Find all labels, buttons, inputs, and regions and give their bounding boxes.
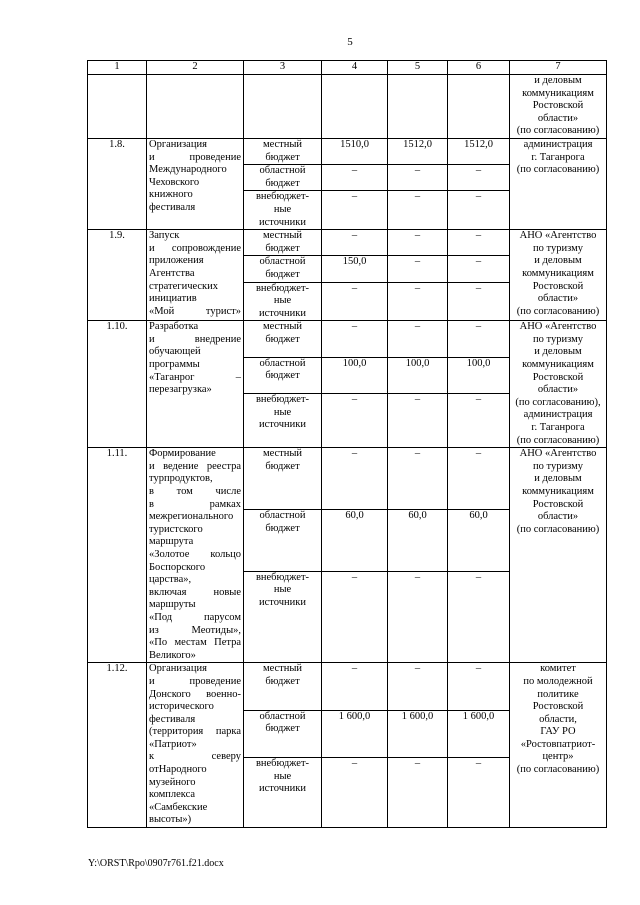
funding-source-line: областной — [259, 510, 306, 521]
amount-cell: – — [322, 282, 388, 321]
activity-name-line: межрегионального — [149, 511, 234, 523]
activity-name-line: «Мой турист» — [149, 305, 241, 317]
activity-name-cell — [147, 321, 244, 448]
funding-source-cell — [244, 448, 322, 510]
executor-line: Ростовской — [532, 100, 584, 112]
executor-line: Ростовской — [532, 371, 584, 383]
funding-source-line: бюджет — [265, 723, 300, 735]
executor-line: (по согласованию) — [516, 434, 600, 446]
activity-name-line: «Золотое кольцо — [149, 548, 241, 560]
activity-name-line: Организация — [149, 138, 207, 150]
amount-cell: – — [322, 394, 388, 448]
funding-source-cell — [244, 138, 322, 164]
activity-name-line: фестиваля — [149, 713, 196, 725]
table-header-row — [88, 61, 607, 75]
file-path-footer: Y:\ORST\Rpo\0907r761.f21.docx — [88, 858, 224, 869]
activity-name-cell — [147, 138, 244, 229]
executor-line: и деловым — [534, 75, 582, 86]
activity-name-line: программы — [149, 359, 200, 371]
executor-cell — [510, 448, 607, 663]
executor-line: по туризму — [533, 242, 583, 254]
executor-line: области» — [537, 112, 579, 124]
column-header-5: 5 — [388, 61, 448, 75]
executor-line: г. Таганрога — [531, 151, 585, 163]
amount-cell: – — [388, 282, 448, 321]
executor-line: администрация — [523, 409, 593, 421]
funding-source-line: местный — [262, 230, 303, 242]
table-row — [88, 663, 607, 710]
row-number-cell: 1.12. — [88, 663, 147, 828]
amount-cell: 1512,0 — [388, 138, 448, 164]
executor-line: и деловым — [534, 346, 582, 358]
amount-cell: – — [322, 571, 388, 663]
activities-table — [87, 60, 607, 828]
funding-source-line: внебюджет- — [255, 191, 310, 203]
activity-name-line: высоты») — [149, 814, 192, 826]
activity-name-line: из Меотиды», — [149, 624, 241, 636]
executor-line: по туризму — [533, 333, 583, 345]
activity-name-line: стратегических — [149, 280, 219, 292]
carry-over-empty-cell — [147, 75, 244, 139]
amount-cell: – — [388, 230, 448, 256]
amount-cell: – — [448, 230, 510, 256]
amount-cell: 1 600,0 — [388, 710, 448, 757]
executor-line: (по согласованию) — [516, 764, 600, 776]
funding-source-line: местный — [262, 448, 303, 460]
funding-source-line: местный — [262, 321, 303, 333]
executor-line: Ростовской — [532, 280, 584, 292]
activity-name-line: включая новые — [149, 586, 241, 598]
funding-source-line: бюджет — [265, 333, 300, 345]
funding-source-line: внебюджет- — [255, 571, 310, 583]
executor-line: г. Таганрога — [531, 422, 585, 434]
activity-name-line: музейного — [149, 776, 196, 788]
amount-cell: – — [388, 663, 448, 710]
activity-name-line: книжного — [149, 189, 193, 201]
activity-name-line: маршрута — [149, 536, 194, 548]
funding-source-line: бюджет — [265, 370, 300, 382]
funding-source-line: внебюджет- — [255, 757, 310, 769]
carry-over-empty-cell — [322, 75, 388, 139]
amount-cell: – — [448, 165, 510, 191]
funding-source-line: бюджет — [265, 522, 300, 534]
column-header-7: 7 — [510, 61, 607, 75]
amount-cell: – — [388, 321, 448, 357]
amount-cell: 1 600,0 — [322, 710, 388, 757]
activity-name-line: исторического — [149, 701, 214, 713]
amount-cell: – — [388, 165, 448, 191]
amount-cell: – — [448, 256, 510, 282]
activity-name-line: отНародного — [149, 764, 207, 776]
activity-name-line: комплекса — [149, 789, 196, 801]
funding-source-line: источники — [259, 216, 306, 228]
table-row — [88, 230, 607, 256]
funding-source-cell — [244, 321, 322, 357]
executor-line: Ростовской — [532, 498, 584, 510]
activity-name-line: Боспорского — [149, 561, 206, 573]
row-number-cell: 1.9. — [88, 230, 147, 321]
executor-line: администрация — [523, 138, 593, 150]
activity-name-line: «Под парусом — [149, 611, 241, 623]
funding-source-cell — [244, 757, 322, 827]
executor-line: коммуникациям — [522, 267, 594, 279]
executor-line: и деловым — [534, 255, 582, 267]
executor-line: комитет — [540, 663, 576, 675]
activity-name-cell — [147, 230, 244, 321]
funding-source-line: бюджет — [265, 675, 300, 687]
activity-name-line: Организация — [149, 663, 207, 675]
executor-line: центр» — [542, 751, 574, 763]
funding-source-cell — [244, 191, 322, 230]
executor-cell — [510, 321, 607, 448]
amount-cell: 60,0 — [448, 510, 510, 572]
funding-source-line: ные — [273, 295, 292, 307]
executor-line: АНО «Агентство — [519, 230, 597, 242]
funding-source-cell — [244, 256, 322, 282]
amount-cell: – — [388, 394, 448, 448]
executor-line: «Ростовпатриот- — [520, 738, 596, 750]
activity-name-line: и сопровождение — [149, 242, 241, 254]
activity-name-line: Международного — [149, 164, 227, 176]
column-header-6: 6 — [448, 61, 510, 75]
amount-cell: – — [322, 663, 388, 710]
amount-cell: – — [388, 448, 448, 510]
executor-line: (по согласованию) — [516, 523, 600, 535]
executor-line: АНО «Агентство — [519, 321, 597, 333]
funding-source-line: внебюджет- — [255, 394, 310, 406]
funding-source-line: областной — [259, 710, 306, 722]
funding-source-cell — [244, 165, 322, 191]
funding-source-line: областной — [259, 165, 306, 177]
amount-cell: 60,0 — [388, 510, 448, 572]
funding-source-line: местный — [262, 663, 303, 675]
executor-line: политике — [537, 688, 579, 700]
activity-name-line: Разработка — [149, 321, 199, 333]
executor-line: области» — [537, 511, 579, 523]
amount-cell: 60,0 — [322, 510, 388, 572]
activity-name-line: Формирование — [149, 448, 216, 460]
activity-name-line: приложения — [149, 255, 204, 267]
activity-name-line: и проведение — [149, 675, 241, 687]
executor-line: области, — [539, 713, 577, 725]
activity-name-line: фестиваля — [149, 201, 196, 213]
amount-cell: – — [448, 571, 510, 663]
amount-cell: 1510,0 — [322, 138, 388, 164]
activity-name-line: туристского — [149, 523, 203, 535]
amount-cell: 150,0 — [322, 256, 388, 282]
funding-source-line: бюджет — [265, 460, 300, 472]
table-row — [88, 448, 607, 510]
activity-name-cell — [147, 448, 244, 663]
funding-source-cell — [244, 510, 322, 572]
activity-name-line: Чеховского — [149, 176, 200, 188]
amount-cell: 1 600,0 — [448, 710, 510, 757]
amount-cell: – — [448, 757, 510, 827]
executor-line: коммуникациям — [522, 359, 594, 371]
executor-line: ГАУ РО — [540, 726, 576, 738]
carry-over-empty-cell — [448, 75, 510, 139]
executor-line: коммуникациям — [522, 486, 594, 497]
carry-over-empty-cell — [244, 75, 322, 139]
activity-name-line: инициатив — [149, 293, 197, 305]
executor-line: (по согласованию) — [516, 125, 600, 137]
amount-cell: – — [448, 663, 510, 710]
activity-name-line: обучающей — [149, 346, 201, 358]
funding-source-line: ные — [273, 770, 292, 782]
funding-source-cell — [244, 571, 322, 663]
carry-over-empty-cell — [388, 75, 448, 139]
row-number-cell: 1.11. — [88, 448, 147, 663]
amount-cell: – — [322, 191, 388, 230]
amount-cell: 1512,0 — [448, 138, 510, 164]
executor-line: (по согласованию) — [516, 305, 600, 317]
row-number-cell: 1.10. — [88, 321, 147, 448]
funding-source-line: бюджет — [265, 151, 300, 163]
executor-line: по молодежной — [523, 675, 593, 687]
activity-name-cell — [147, 663, 244, 828]
funding-source-line: источники — [259, 307, 306, 319]
executor-line: Ростовской — [532, 701, 584, 713]
funding-source-line: ные — [273, 203, 292, 215]
amount-cell: 100,0 — [388, 357, 448, 393]
column-header-2: 2 — [147, 61, 244, 75]
amount-cell: – — [322, 448, 388, 510]
table-row — [88, 138, 607, 164]
amount-cell: – — [322, 165, 388, 191]
activity-name-line: к северу — [149, 751, 241, 763]
funding-source-cell — [244, 357, 322, 393]
amount-cell: – — [448, 394, 510, 448]
funding-source-line: бюджет — [265, 268, 300, 280]
activity-name-line: и проведение — [149, 151, 241, 163]
carry-over-empty-cell — [88, 75, 147, 139]
funding-source-line: бюджет — [265, 242, 300, 254]
activity-name-line: перезагрузка» — [149, 384, 212, 396]
funding-source-cell — [244, 394, 322, 448]
activity-name-line: царства», — [149, 574, 192, 586]
activity-name-line: турпродуктов, — [149, 473, 213, 485]
activity-name-line: «Патриот» — [149, 738, 197, 750]
funding-source-line: источники — [259, 783, 306, 795]
executor-line: (по согласованию), — [515, 396, 601, 408]
column-header-1: 1 — [88, 61, 147, 75]
carry-over-row — [88, 75, 607, 139]
activity-name-line: и ведение реестра — [149, 460, 241, 472]
funding-source-line: ные — [273, 584, 292, 596]
activity-name-line: в рамках — [149, 498, 241, 510]
funding-source-cell — [244, 663, 322, 710]
amount-cell: – — [388, 757, 448, 827]
funding-source-line: внебюджет- — [255, 282, 310, 294]
activity-name-line: маршруты — [149, 599, 196, 611]
executor-line: области» — [537, 384, 579, 396]
amount-cell: – — [322, 757, 388, 827]
activity-name-line: Агентства — [149, 267, 195, 279]
activity-name-line: (территория парка — [149, 726, 241, 738]
amount-cell: 100,0 — [322, 357, 388, 393]
activity-name-line: и внедрение — [149, 333, 241, 345]
column-header-4: 4 — [322, 61, 388, 75]
amount-cell: – — [448, 191, 510, 230]
activity-name-line: в том числе — [149, 486, 241, 497]
executor-line: по туризму — [533, 460, 583, 472]
table-row — [88, 321, 607, 357]
amount-cell: – — [322, 321, 388, 357]
activity-name-line: «Самбекские — [149, 801, 208, 813]
funding-source-line: источники — [259, 419, 306, 431]
executor-cell — [510, 230, 607, 321]
executor-line: коммуникациям — [522, 87, 594, 99]
activity-name-line: Донского военно- — [149, 688, 241, 700]
executor-line: АНО «Агентство — [519, 448, 597, 460]
amount-cell: – — [448, 282, 510, 321]
amount-cell: 100,0 — [448, 357, 510, 393]
activity-name-line: Великого» — [149, 649, 196, 661]
executor-line: области» — [537, 293, 579, 305]
amount-cell: – — [448, 448, 510, 510]
funding-source-line: областной — [259, 357, 306, 369]
funding-source-line: местный — [262, 138, 303, 150]
carry-over-executor-cell — [510, 75, 607, 139]
executor-cell — [510, 663, 607, 828]
funding-source-cell — [244, 710, 322, 757]
funding-source-line: источники — [259, 596, 306, 608]
activity-name-line: «По местам Петра — [149, 637, 241, 649]
funding-source-line: бюджет — [265, 177, 300, 189]
funding-source-line: ные — [273, 406, 292, 418]
funding-source-line: областной — [259, 256, 306, 268]
funding-source-cell — [244, 282, 322, 321]
page-number: 5 — [347, 36, 353, 48]
funding-source-cell — [244, 230, 322, 256]
amount-cell: – — [388, 571, 448, 663]
amount-cell: – — [448, 321, 510, 357]
activity-name-line: «Таганрог – — [149, 371, 241, 383]
column-header-3: 3 — [244, 61, 322, 75]
amount-cell: – — [388, 191, 448, 230]
amount-cell: – — [388, 256, 448, 282]
activity-name-line: Запуск — [149, 230, 180, 242]
executor-line: (по согласованию) — [516, 164, 600, 176]
executor-line: и деловым — [534, 473, 582, 485]
executor-cell — [510, 138, 607, 229]
amount-cell: – — [322, 230, 388, 256]
row-number-cell: 1.8. — [88, 138, 147, 229]
